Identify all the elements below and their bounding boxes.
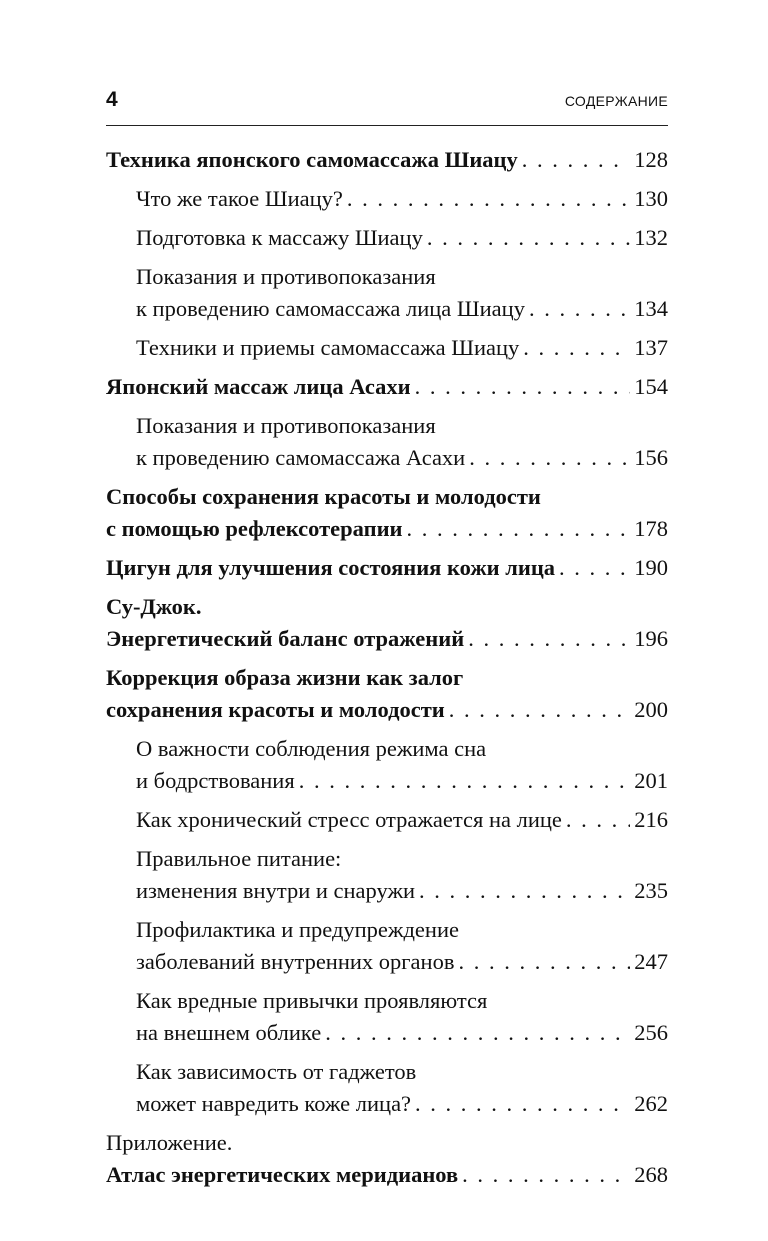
- toc-entry-title: и бодрствования: [136, 768, 295, 793]
- toc-entry: [106, 261, 668, 325]
- toc-entry-line: [136, 733, 668, 765]
- toc-entry-title: Коррекция образа жизни как залог: [106, 665, 464, 690]
- toc-entry-title: Что же такое Шиацу?: [136, 186, 343, 211]
- toc-entry-line: [136, 332, 668, 364]
- toc-entry: [106, 985, 668, 1049]
- toc-entry-title: Су-Джок.: [106, 594, 202, 619]
- toc-entry-title: Показания и противопоказания: [136, 413, 436, 438]
- dot-leader: [523, 332, 630, 364]
- toc-entry-title: может навредить коже лица?: [136, 1091, 412, 1116]
- dot-leader: [469, 442, 630, 474]
- toc-entry-title: к проведению самомассажа Асахи: [136, 445, 466, 470]
- dot-leader: [566, 804, 630, 836]
- dot-leader: [299, 765, 631, 797]
- toc-entry: [106, 410, 668, 474]
- toc-entry: [106, 733, 668, 797]
- toc-entry-title: Энергетический баланс отражений: [106, 626, 465, 651]
- toc-entry-line: [106, 144, 668, 176]
- toc-entry-page: 137: [634, 335, 668, 360]
- toc-entry: [106, 662, 668, 726]
- toc-entry-line: [136, 765, 668, 797]
- toc-entry-title: с помощью рефлексотерапии: [106, 516, 403, 541]
- toc-entry-line: [106, 623, 668, 655]
- toc-entry-title: Цигун для улучшения состояния кожи лица: [106, 555, 556, 580]
- toc-entry-page: 268: [634, 1162, 668, 1187]
- toc-entry: [106, 332, 668, 364]
- toc-entry-line: [106, 552, 668, 584]
- toc-entry: [106, 222, 668, 254]
- toc-entry: [106, 371, 668, 403]
- dot-leader: [458, 946, 630, 978]
- toc-entry-line: [136, 875, 668, 907]
- dot-leader: [325, 1017, 630, 1049]
- toc-entry-line: [136, 843, 668, 875]
- dot-leader: [407, 513, 631, 545]
- toc-entry-title: Атлас энергетических меридианов: [106, 1162, 459, 1187]
- dot-leader: [559, 552, 630, 584]
- toc-entry: [106, 552, 668, 584]
- toc-entry-line: [136, 293, 668, 325]
- toc-entry-page: 216: [634, 807, 668, 832]
- toc-entry-line: [136, 410, 668, 442]
- toc-entry-title: Как хронический стресс отражается на лице: [136, 807, 562, 832]
- toc-entry-line: [106, 371, 668, 403]
- dot-leader: [419, 875, 630, 907]
- toc-entry-line: [106, 1127, 668, 1159]
- running-head: СОДЕРЖАНИЕ: [564, 93, 668, 109]
- toc-entry-line: [106, 591, 668, 623]
- toc-entry-title: Японский массаж лица Асахи: [106, 374, 411, 399]
- toc-entry-line: [106, 1159, 668, 1191]
- toc-entry-line: [106, 481, 668, 513]
- toc-entry-line: [136, 1088, 668, 1120]
- dot-leader: [462, 1159, 630, 1191]
- toc-entry-line: [136, 442, 668, 474]
- toc-entry-title: Техники и приемы самомассажа Шиацу: [136, 335, 520, 360]
- toc-entry-page: 201: [634, 768, 668, 793]
- toc-entry-title: Подготовка к массажу Шиацу: [136, 225, 423, 250]
- toc-entry-page: 235: [634, 878, 668, 903]
- toc-entry-page: 178: [634, 516, 668, 541]
- toc-entry: [106, 591, 668, 655]
- dot-leader: [427, 222, 630, 254]
- toc-entry-title: сохранения красоты и молодости: [106, 697, 445, 722]
- toc-entry-title: Правильное питание:: [136, 846, 342, 871]
- toc-entry-line: [136, 804, 668, 836]
- toc-entry-title: Профилактика и предупреждение: [136, 917, 459, 942]
- toc-entry-line: [136, 1017, 668, 1049]
- toc-entry-page: 196: [634, 626, 668, 651]
- toc-entry-page: 130: [634, 186, 668, 211]
- dot-leader: [522, 144, 630, 176]
- toc-entry-page: 156: [634, 445, 668, 470]
- toc-entry: [106, 1127, 668, 1191]
- toc-entry-title: Способы сохранения красоты и молодости: [106, 484, 541, 509]
- toc-entry-title: к проведению самомассажа лица Шиацу: [136, 296, 525, 321]
- toc-entry-line: [136, 261, 668, 293]
- dot-leader: [415, 1088, 630, 1120]
- toc-entry-page: 256: [634, 1020, 668, 1045]
- toc-entry-line: [106, 513, 668, 545]
- toc-entry-line: [136, 914, 668, 946]
- toc-entry: [106, 481, 668, 545]
- dot-leader: [449, 694, 631, 726]
- toc-entry: [106, 804, 668, 836]
- toc-entry-title: заболеваний внутренних органов: [136, 949, 455, 974]
- toc-entry-page: 154: [634, 374, 668, 399]
- toc-entry: [106, 183, 668, 215]
- toc-entry-page: 200: [634, 697, 668, 722]
- toc-entry-line: [136, 1056, 668, 1088]
- toc-entry-title: Техника японского самомассажа Шиацу: [106, 147, 518, 172]
- toc-entry-line: [136, 985, 668, 1017]
- toc-entry: [106, 843, 668, 907]
- toc-entry-title: Как вредные привычки проявляются: [136, 988, 488, 1013]
- table-of-contents: [106, 144, 668, 1198]
- header-rule: [106, 125, 668, 126]
- toc-entry-page: 247: [634, 949, 668, 974]
- toc-entry-title: О важности соблюдения режима сна: [136, 736, 487, 761]
- dot-leader: [415, 371, 631, 403]
- toc-entry: [106, 144, 668, 176]
- toc-entry-page: 132: [634, 225, 668, 250]
- toc-entry-title: на внешнем облике: [136, 1020, 322, 1045]
- toc-entry: [106, 1056, 668, 1120]
- toc-entry: [106, 914, 668, 978]
- toc-entry-page: 190: [634, 555, 668, 580]
- toc-entry-title: Приложение.: [106, 1130, 233, 1155]
- toc-entry-page: 134: [634, 296, 668, 321]
- toc-entry-page: 128: [634, 147, 668, 172]
- toc-entry-title: Как зависимость от гаджетов: [136, 1059, 417, 1084]
- dot-leader: [468, 623, 630, 655]
- toc-entry-title: изменения внутри и снаружи: [136, 878, 416, 903]
- toc-entry-line: [106, 694, 668, 726]
- toc-entry-line: [136, 222, 668, 254]
- page-number: 4: [106, 88, 118, 111]
- dot-leader: [347, 183, 630, 215]
- toc-entry-line: [106, 662, 668, 694]
- toc-entry-page: 262: [634, 1091, 668, 1116]
- dot-leader: [529, 293, 630, 325]
- toc-entry-title: Показания и противопоказания: [136, 264, 436, 289]
- toc-entry-line: [136, 946, 668, 978]
- toc-entry-line: [136, 183, 668, 215]
